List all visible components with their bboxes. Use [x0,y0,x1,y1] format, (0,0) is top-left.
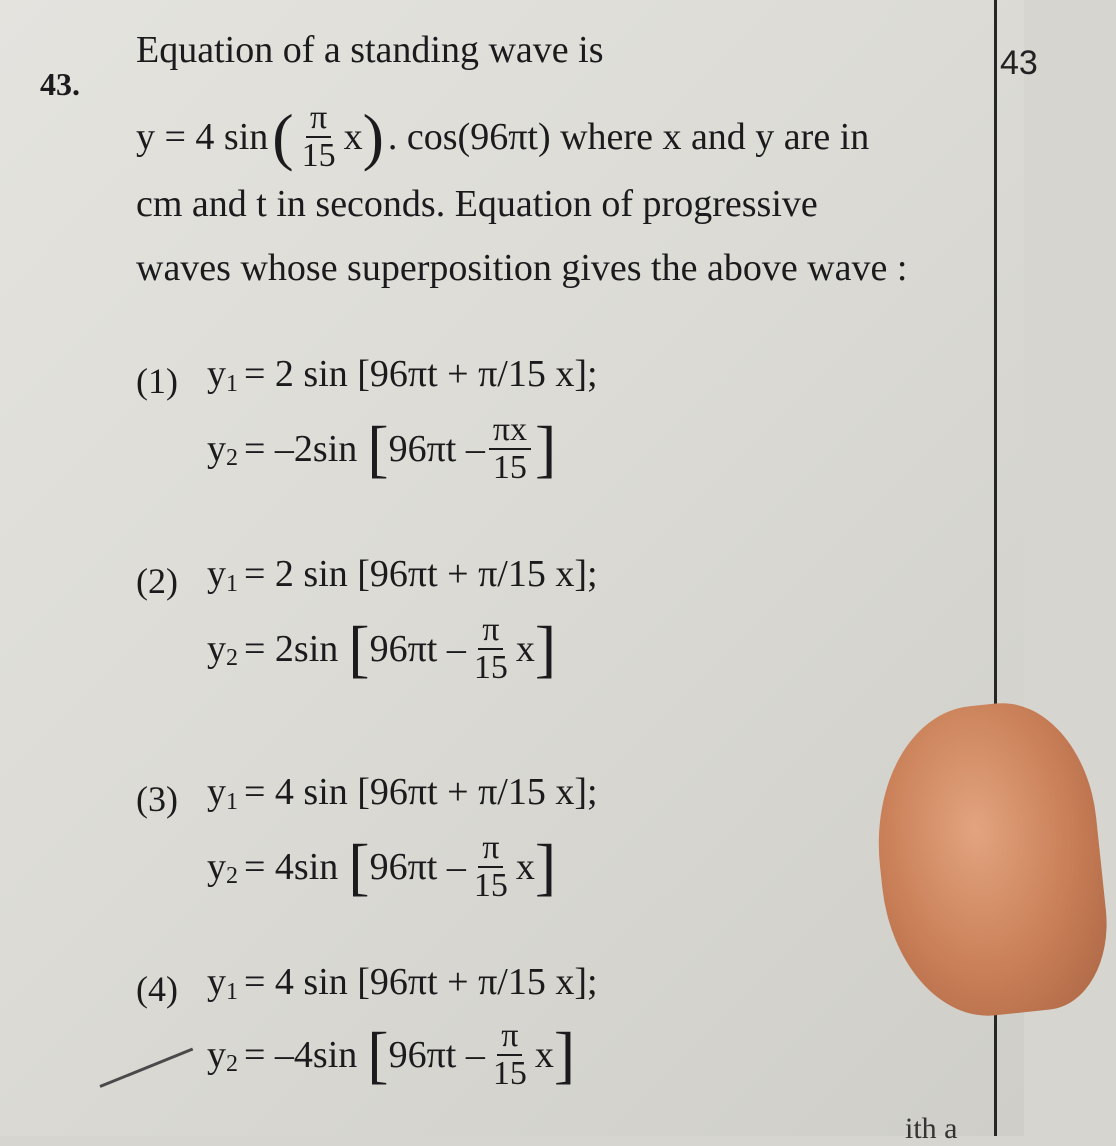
option-2-y2 [207,612,556,685]
y2-symbol: y [207,627,226,670]
stem-fraction-numerator: π [306,100,331,138]
next-question-number: 43 [1000,44,1038,82]
y1-symbol: y [207,771,226,813]
y2-prefix: = –4sin [244,1033,358,1076]
option-4-y2 [207,1018,575,1091]
close-bracket: ] [534,612,557,684]
y2-fraction [489,412,531,485]
y2-inner: 96πt – [369,845,466,888]
option-2-label[interactable]: (2) [136,561,178,601]
y2-symbol: y [207,845,226,888]
open-bracket: [ [348,830,370,902]
y1-subscript: 1 [226,570,238,597]
option-3-y1 [207,770,598,814]
open-bracket: [ [367,1018,389,1090]
y1-symbol: y [207,961,226,1003]
y2-after: x [534,1033,554,1076]
y2-symbol: y [207,427,226,470]
y2-inner: 96πt – [369,627,466,670]
y1-subscript: 1 [226,788,238,815]
y2-subscript: 2 [226,863,238,890]
close-bracket: ] [553,1018,576,1090]
y2-subscript: 2 [226,645,238,672]
option-2-y1 [207,552,598,596]
question-number: 43. [40,66,80,102]
open-paren: ( [272,100,294,172]
y1-expression: = 4 sin [96πt + π/15 x]; [244,961,598,1003]
partial-bottom-text: ith a [905,1112,958,1145]
stem-equation-suffix: . cos(96πt) where x and y are in [387,115,870,158]
y2-prefix: = 4sin [244,845,339,888]
y2-fraction [470,612,512,685]
y2-symbol: y [207,1033,226,1076]
y2-fraction [470,830,512,903]
y2-prefix: = –2sin [244,427,358,470]
y2-prefix: = 2sin [244,627,339,670]
y2-fraction-denominator: 15 [492,448,527,486]
option-4-y1 [207,960,598,1004]
close-paren: ) [362,100,384,172]
y2-inner: 96πt – [388,1033,485,1076]
y1-expression: = 2 sin [96πt + π/15 x]; [244,553,598,595]
option-1-y2 [207,412,556,485]
y1-expression: = 2 sin [96πt + π/15 x]; [244,353,598,395]
y2-fraction-denominator: 15 [492,1054,527,1092]
y1-symbol: y [207,553,226,595]
y2-inner: 96πt – [388,427,485,470]
stem-variable: x [343,115,363,158]
close-bracket: ] [535,412,557,484]
option-4-label[interactable]: (4) [136,969,178,1009]
y2-after: x [515,627,535,670]
y2-subscript: 2 [226,1051,238,1078]
y2-subscript: 2 [226,445,238,472]
y1-subscript: 1 [226,978,238,1005]
y2-fraction [489,1018,531,1091]
stem-fraction [298,100,340,173]
question-stem-line-2 [136,100,869,173]
y2-fraction-numerator: π [478,612,503,650]
finger-photo-artifact [864,694,1115,1025]
y1-subscript: 1 [226,370,238,397]
question-stem-line-1: Equation of a standing wave is [136,29,604,71]
y2-fraction-numerator: π [478,830,503,868]
y1-expression: = 4 sin [96πt + π/15 x]; [244,771,598,813]
y2-fraction-denominator: 15 [473,648,508,686]
y2-fraction-denominator: 15 [473,866,508,904]
question-stem-line-3: cm and t in seconds. Equation of progressive [136,183,818,225]
option-1-label[interactable]: (1) [136,361,178,401]
option-3-label[interactable]: (3) [136,779,178,819]
open-bracket: [ [348,612,370,684]
open-bracket: [ [367,412,389,484]
option-1-y1 [207,352,598,396]
question-stem-line-4: waves whose superposition gives the above wave : [136,247,908,289]
option-3-y2 [207,830,556,903]
y2-fraction-numerator: π [497,1018,522,1056]
y1-symbol: y [207,353,226,395]
y2-fraction-numerator: πx [489,412,531,450]
pen-stroke-mark [99,1048,193,1088]
y2-after: x [515,845,535,888]
stem-fraction-denominator: 15 [301,136,336,174]
stem-equation-prefix: y = 4 sin [136,115,269,158]
close-bracket: ] [534,830,557,902]
